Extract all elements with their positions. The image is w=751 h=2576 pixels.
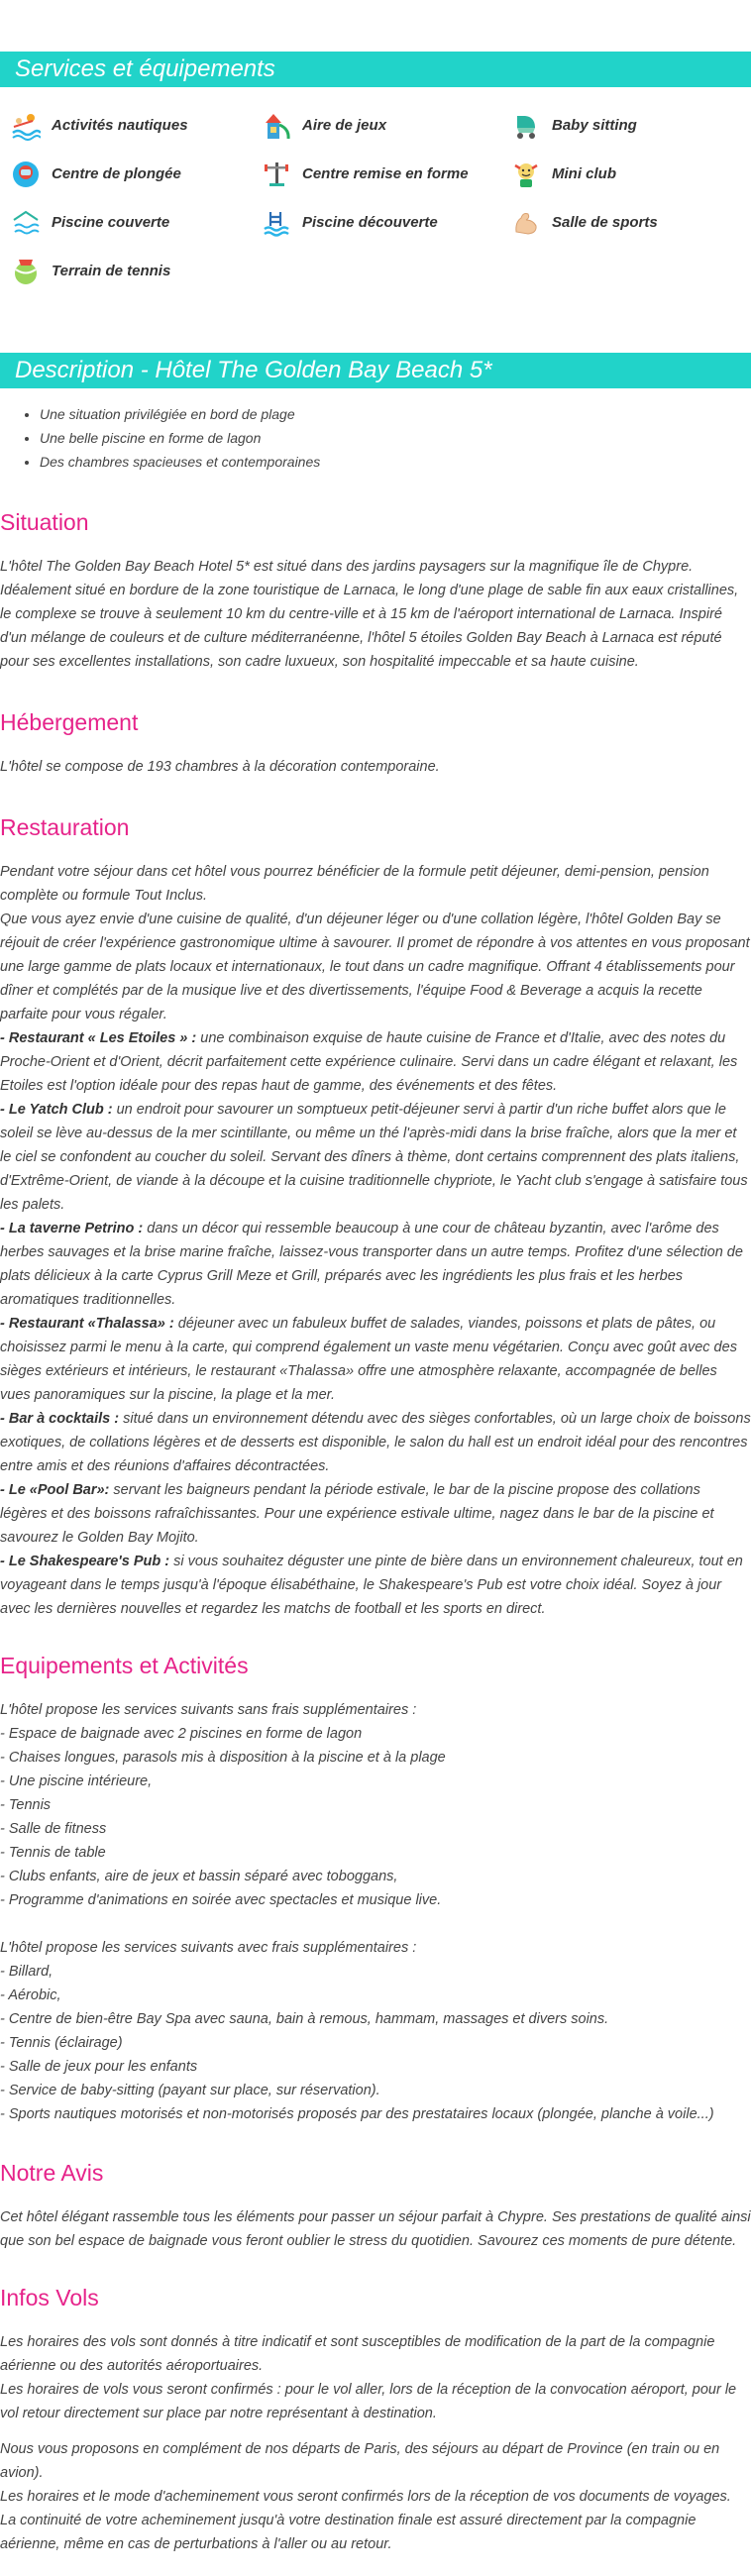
- list-item: - Clubs enfants, aire de jeux et bassin séparé avec toboggans,: [0, 1869, 398, 1884]
- list-item: • Des chambres spacieuses et contemporaines: [40, 450, 751, 474]
- list-item: - Billard,: [0, 1964, 54, 1980]
- list-item: - Chaises longues, parasols mis à disposition à la piscine et à la plage: [0, 1750, 446, 1766]
- service-item: [251, 150, 500, 198]
- service-item: [0, 150, 251, 198]
- restaurant-item: [0, 1217, 751, 1312]
- diving-icon: [10, 159, 42, 190]
- vols-paragraph: La continuité de votre acheminement jusqu'à votre destination finale est assuré directement par la compagnie aérienne, même en cas de perturbations à l'aller ou au retour.: [0, 2513, 697, 2552]
- mini-club-icon: [510, 159, 542, 190]
- free-services-intro: L'hôtel propose les services suivants sans frais supplémentaires :: [0, 1702, 417, 1718]
- service-item: [251, 198, 500, 247]
- highlights-list: [0, 388, 751, 487]
- list-item: - Centre de bien-être Bay Spa avec sauna, bain à remous, hammam, massages et divers soins.: [0, 2011, 609, 2027]
- services-grid: [0, 87, 751, 305]
- service-label: Centre de plongée: [52, 164, 181, 182]
- list-item: - Sports nautiques motorisés et non-motorisés proposés par des prestataires locaux (plongée, planche à voile...): [0, 2106, 714, 2122]
- equipements-text: [0, 1698, 751, 2126]
- vols-paragraph: Les horaires des vols sont donnés à titre indicatif et sont susceptibles de modification de la part de la compagnie aérienne ou des autorités aéroportuaires.: [0, 2334, 715, 2374]
- restaurant-desc: une combinaison exquise de haute cuisine de France et d'Italie, avec des notes du Proche-Orient et d'Orient, décrit parfaitement cette expérience culinaire. Servi dans un cadre élégant et relaxant, les Etoiles est l'option idéale pour des repas haut de gamme, des événements et des fêtes.: [0, 1030, 738, 1094]
- outdoor-pool-icon: [261, 207, 292, 239]
- list-item: - Tennis: [0, 1797, 52, 1813]
- service-label: Mini club: [552, 164, 616, 182]
- restaurant-name: - Le «Pool Bar»:: [0, 1482, 110, 1498]
- hebergement-text: L'hôtel se compose de 193 chambres à la décoration contemporaine.: [0, 759, 440, 775]
- list-item: - Une piscine intérieure,: [0, 1773, 153, 1789]
- hebergement-heading: Hébergement: [0, 709, 139, 735]
- restaurant-item: [0, 1407, 751, 1478]
- vols-paragraph: Nous vous proposons en complément de nos départs de Paris, des séjours au départ de Province (en train ou en avion).: [0, 2441, 720, 2481]
- restaurant-item: [0, 1098, 751, 1217]
- service-label: Baby sitting: [552, 116, 637, 134]
- restaurant-item: [0, 1312, 751, 1407]
- service-label: Salle de sports: [552, 213, 658, 231]
- restauration-heading: Restauration: [0, 814, 130, 840]
- service-item: [251, 101, 500, 150]
- service-item: [500, 198, 751, 247]
- stroller-icon: [510, 110, 542, 142]
- indoor-pool-icon: [10, 207, 42, 239]
- restaurant-item: [0, 1026, 751, 1098]
- restaurant-name: - Le Yatch Club :: [0, 1102, 113, 1118]
- list-item: • Une situation privilégiée en bord de plage: [40, 402, 751, 426]
- restauration-text: [0, 860, 751, 1621]
- service-label: Activités nautiques: [52, 116, 188, 134]
- restaurant-desc: situé dans un environnement détendu avec des sièges confortables, où un large choix de boissons exotiques, de collations légères et de desserts est disponible, le salon du hall est un endroit idéal pour des rencontres entre amis et des réunions d'affaires décontractées.: [0, 1411, 751, 1474]
- list-item: - Aérobic,: [0, 1987, 61, 2003]
- list-item: - Espace de baignade avec 2 piscines en forme de lagon: [0, 1726, 363, 1742]
- restaurant-desc: si vous souhaitez déguster une pinte de bière dans un environnement chaleureux, tout en voyageant dans le temps jusqu'à l'époque élisabéthaine, le Shakespeare's Pub est votre choix idéal. Soyez à jour avec les dernières nouvelles et regardez les matchs de football et les sports en direct.: [0, 1554, 743, 1617]
- water-sports-icon: [10, 110, 42, 142]
- fitness-icon: [261, 159, 292, 190]
- services-header: Services et équipements: [0, 52, 751, 87]
- restaurant-desc: déjeuner avec un fabuleux buffet de salades, viandes, poissons et plats de pâtes, ou choisissez parmi le menu à la carte, qui comprend également un vaste menu végétarien. Conçu avec goût avec des sièges extérieurs et intérieurs, le restaurant «Thalassa» offre une atmosphère relaxante, accompagnée de belles vues panoramiques sur la piscine, la plage et la mer.: [0, 1316, 737, 1403]
- vols-paragraph: Les horaires et le mode d'acheminement vous seront confirmés lors de la réception de vos documents de voyages.: [0, 2489, 731, 2505]
- service-item: [0, 198, 251, 247]
- tennis-icon: [10, 256, 42, 287]
- description-header: Description - Hôtel The Golden Bay Beach 5*: [0, 353, 751, 388]
- equipements-heading: Equipements et Activités: [0, 1653, 249, 1678]
- restaurant-name: - Restaurant « Les Etoiles » :: [0, 1030, 197, 1046]
- restaurant-desc: dans un décor qui ressemble beaucoup à une cour de château byzantin, avec l'arôme des herbes sauvages et la brise marine fraîche, laissez-vous transporter dans un autre temps. Profitez d'une sélection de plats délicieux à la carte Cyprus Grill Meze et Grill, préparés avec les ingrédients les plus frais et les herbes aromatiques traditionnelles.: [0, 1221, 743, 1308]
- restaurant-desc: un endroit pour savourer un somptueux petit-déjeuner servi à partir d'un riche buffet alors que le soleil se lève au-dessus de la mer scintillante, ou même un thé l'après-midi dans la brise fraîche, alors que la mer et le ciel se confondent au coucher du soleil. Servant des dîners à thème, dont certains comprennent des plats italiens, d'Extrême-Orient, de viande à la découpe et la cuisine traditionnelle chypriote, le Yacht club s'engage à satisfaire tous les palets.: [0, 1102, 748, 1213]
- vols-heading: Infos Vols: [0, 2285, 99, 2310]
- restaurant-name: - Restaurant «Thalassa» :: [0, 1316, 174, 1332]
- list-item: - Tennis (éclairage): [0, 2035, 123, 2051]
- service-item: [500, 101, 751, 150]
- restaurant-item: [0, 1478, 751, 1550]
- avis-heading: Notre Avis: [0, 2160, 104, 2186]
- service-label: Piscine couverte: [52, 213, 170, 231]
- list-item: - Service de baby-sitting (payant sur place, sur réservation).: [0, 2083, 380, 2098]
- service-item: [500, 150, 751, 198]
- restaurant-name: - Le Shakespeare's Pub :: [0, 1554, 170, 1569]
- situation-text: L'hôtel The Golden Bay Beach Hotel 5* est situé dans des jardins paysagers sur la magnifique île de Chypre. Idéalement situé en bordure de la zone touristique de Larnaca, le long d'une plage de sable fin aux eaux cristallines, le complexe se trouve à seulement 10 km du centre-ville et à 15 km de l'aéroport international de Larnaca. Inspiré d'un mélange de couleurs et de culture méditerranéenne, l'hôtel 5 étoiles Golden Bay Beach à Larnaca est réputé pour ses excellentes installations, son cadre luxueux, son hospitalité impeccable et sa haute cuisine.: [0, 559, 739, 670]
- service-label: Terrain de tennis: [52, 262, 171, 279]
- service-label: Centre remise en forme: [302, 164, 469, 182]
- restaurant-desc: servant les baigneurs pendant la période estivale, le bar de la piscine propose des collations légères et des boissons rafraîchissantes. Pour une expérience estivale ultime, nagez dans le bar de la piscine et savourez le Golden Bay Mojito.: [0, 1482, 714, 1546]
- list-item: - Tennis de table: [0, 1845, 106, 1861]
- list-item: • Une belle piscine en forme de lagon: [40, 426, 751, 450]
- list-item: - Salle de jeux pour les enfants: [0, 2059, 198, 2075]
- paid-services-intro: L'hôtel propose les services suivants avec frais supplémentaires :: [0, 1940, 417, 1956]
- playground-icon: [261, 110, 292, 142]
- restaurant-item: [0, 1550, 751, 1621]
- list-item: - Programme d'animations en soirée avec spectacles et musique live.: [0, 1892, 442, 1908]
- restaurant-name: - Bar à cocktails :: [0, 1411, 120, 1427]
- service-item: [0, 247, 251, 295]
- restauration-intro: Que vous ayez envie d'une cuisine de qualité, d'un déjeuner léger ou d'une collation légère, l'hôtel Golden Bay se réjouit de créer l'expérience gastronomique ultime à savourer. Il promet de répondre à vos attentes en vous proposant une large gamme de plats locaux et internationaux, le tout dans un cadre magnifique. Offrant 4 établissements pour dîner et complétés par de la musique live et des divertissements, l'équipe Food & Beverage a acquis la recette parfaite pour vous régaler.: [0, 912, 750, 1022]
- vols-text: [0, 2330, 751, 2556]
- list-item: - Salle de fitness: [0, 1821, 107, 1837]
- service-label: Aire de jeux: [302, 116, 387, 134]
- vols-paragraph: Les horaires de vols vous seront confirmés : pour le vol aller, lors de la réception de la convocation aéroport, pour le vol retour directement sur place par notre représentant à destination.: [0, 2382, 737, 2421]
- service-label: Piscine découverte: [302, 213, 438, 231]
- situation-heading: Situation: [0, 509, 89, 535]
- service-item: [0, 101, 251, 150]
- avis-text: Cet hôtel élégant rassemble tous les éléments pour passer un séjour parfait à Chypre. Ses prestations de qualité ainsi que son bel espace de baignade vous feront oublier le stress du quotidien. Savourez ces moments de pure détente.: [0, 2209, 751, 2249]
- restauration-intro: Pendant votre séjour dans cet hôtel vous pourrez bénéficier de la formule petit déjeuner, demi-pension, pension complète ou formule Tout Inclus.: [0, 864, 709, 904]
- restaurant-name: - La taverne Petrino :: [0, 1221, 144, 1236]
- muscle-icon: [510, 207, 542, 239]
